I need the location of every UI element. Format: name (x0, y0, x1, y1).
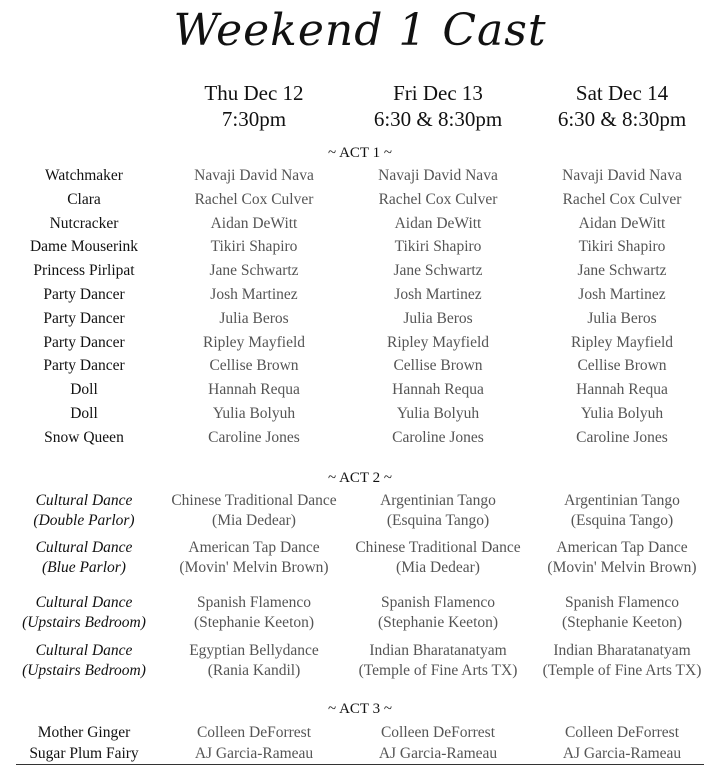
performer-fri: Cellise Brown (393, 357, 483, 374)
role-name: Party Dancer (43, 357, 125, 374)
column-time: 7:30pm (221, 107, 287, 131)
role-name: Watchmaker (45, 167, 123, 184)
dance-company: (Temple of Fine Arts TX) (358, 662, 518, 679)
act-1-heading: ~ ACT 1 ~ (328, 145, 392, 161)
performer-thu: Cellise Brown (209, 357, 299, 374)
performer-sat: Cellise Brown (577, 357, 667, 374)
role-name (4, 538, 164, 578)
dance-company: (Mia Dedear) (396, 559, 480, 576)
performer-fri: Navaji David Nava (378, 167, 498, 184)
cast-row (0, 641, 720, 685)
performer-sat (522, 491, 720, 531)
performer-thu: Jane Schwartz (209, 262, 299, 279)
performer-sat: Colleen DeForrest (564, 724, 680, 741)
cast-row (0, 356, 720, 380)
performer-fri: Julia Beros (403, 310, 473, 327)
role-name (4, 641, 164, 681)
dance-company: (Rania Kandil) (207, 662, 301, 679)
role-name: Party Dancer (43, 310, 125, 327)
dance-company: (Temple of Fine Arts TX) (542, 662, 702, 679)
performer-fri (338, 641, 538, 681)
cast-row (0, 166, 720, 190)
column-header-thu (154, 80, 354, 132)
column-day: Fri Dec 13 (393, 81, 483, 105)
performer-sat: Hannah Requa (576, 381, 668, 398)
role-name: Doll (70, 405, 98, 422)
performer-sat: Navaji David Nava (562, 167, 682, 184)
cast-row (0, 593, 720, 637)
role-title: Cultural Dance (35, 642, 133, 659)
column-day: Sat Dec 14 (575, 81, 669, 105)
dance-style: Indian Bharatanatyam (369, 642, 507, 659)
column-time: 6:30 & 8:30pm (373, 107, 503, 131)
performer-fri: Ripley Mayfield (386, 334, 490, 351)
role-name: Clara (67, 191, 101, 208)
performer-thu: Hannah Requa (208, 381, 300, 398)
performer-sat (522, 538, 720, 578)
performer-sat (522, 641, 720, 681)
role-name: Princess Pirlipat (33, 262, 135, 279)
performer-sat: Rachel Cox Culver (562, 191, 682, 208)
dance-style: Chinese Traditional Dance (171, 492, 337, 509)
act-3-heading: ~ ACT 3 ~ (328, 701, 392, 717)
dance-style: Argentinian Tango (564, 492, 680, 509)
performer-thu: Caroline Jones (208, 429, 300, 446)
performer-fri: Hannah Requa (392, 381, 484, 398)
role-name: Party Dancer (43, 334, 125, 351)
column-time: 6:30 & 8:30pm (557, 107, 687, 131)
dance-style: Spanish Flamenco (196, 594, 312, 611)
role-name (4, 491, 164, 531)
dance-company: (Movin' Melvin Brown) (179, 559, 329, 576)
performer-thu: Yulia Bolyuh (212, 405, 296, 422)
performer-thu (154, 641, 354, 681)
dance-company: (Esquina Tango) (386, 512, 490, 529)
performer-fri: Yulia Bolyuh (396, 405, 480, 422)
dance-company: (Stephanie Keeton) (561, 614, 683, 631)
dance-style: Spanish Flamenco (380, 594, 496, 611)
performer-thu: Julia Beros (219, 310, 289, 327)
role-name: Doll (70, 381, 98, 398)
dance-style: Indian Bharatanatyam (553, 642, 691, 659)
performer-fri: Caroline Jones (392, 429, 484, 446)
performer-sat: Jane Schwartz (577, 262, 667, 279)
role-name: Snow Queen (44, 429, 124, 446)
cast-row (0, 214, 720, 238)
performer-thu: Navaji David Nava (194, 167, 314, 184)
performer-fri (338, 538, 538, 578)
dance-style: Chinese Traditional Dance (355, 539, 521, 556)
performer-fri: AJ Garcia-Rameau (378, 745, 498, 762)
performer-fri: Tikiri Shapiro (394, 238, 482, 255)
cast-row (0, 538, 720, 582)
performer-thu (154, 538, 354, 578)
cast-row (0, 190, 720, 214)
role-title: Cultural Dance (35, 492, 133, 509)
performer-fri: Rachel Cox Culver (378, 191, 498, 208)
dance-style: Egyptian Bellydance (189, 642, 319, 659)
cast-row (0, 237, 720, 261)
role-location: (Upstairs Bedroom) (22, 614, 146, 631)
dance-company: (Movin' Melvin Brown) (547, 559, 697, 576)
performer-sat: Tikiri Shapiro (578, 238, 666, 255)
role-name (4, 593, 164, 633)
performer-thu: Ripley Mayfield (202, 334, 306, 351)
role-name: Sugar Plum Fairy (29, 745, 139, 762)
role-title: Cultural Dance (35, 539, 133, 556)
performer-fri: Josh Martinez (394, 286, 482, 303)
cast-row (0, 380, 720, 404)
act-2-heading: ~ ACT 2 ~ (328, 470, 392, 486)
performer-thu: Tikiri Shapiro (210, 238, 298, 255)
dance-style: American Tap Dance (188, 539, 320, 556)
dance-company: (Mia Dedear) (212, 512, 296, 529)
cast-row (0, 285, 720, 309)
performer-fri: Aidan DeWitt (394, 215, 482, 232)
performer-sat (522, 593, 720, 633)
bottom-divider (16, 764, 704, 765)
dance-style: Argentinian Tango (380, 492, 496, 509)
performer-thu: Aidan DeWitt (210, 215, 298, 232)
dance-company: (Stephanie Keeton) (377, 614, 499, 631)
performer-sat: Ripley Mayfield (570, 334, 674, 351)
dance-company: (Stephanie Keeton) (193, 614, 315, 631)
role-title: Cultural Dance (35, 594, 133, 611)
performer-thu (154, 593, 354, 633)
column-header-fri (338, 80, 538, 132)
performer-thu: Colleen DeForrest (196, 724, 312, 741)
performer-fri (338, 491, 538, 531)
performer-fri: Colleen DeForrest (380, 724, 496, 741)
performer-sat: Yulia Bolyuh (580, 405, 664, 422)
cast-row (0, 261, 720, 285)
role-name: Mother Ginger (37, 724, 131, 741)
role-name: Party Dancer (43, 286, 125, 303)
column-header-sat (522, 80, 720, 132)
cast-row (0, 491, 720, 535)
dance-style: Spanish Flamenco (564, 594, 680, 611)
column-day: Thu Dec 12 (204, 81, 304, 105)
performer-sat: Caroline Jones (576, 429, 668, 446)
role-location: (Double Parlor) (33, 512, 135, 529)
cast-row (0, 428, 720, 452)
performer-sat: Julia Beros (587, 310, 657, 327)
performer-thu: AJ Garcia-Rameau (194, 745, 314, 762)
cast-row (0, 404, 720, 428)
dance-company: (Esquina Tango) (570, 512, 674, 529)
role-name: Dame Mouserink (29, 238, 139, 255)
performer-thu: Rachel Cox Culver (194, 191, 314, 208)
cast-row (0, 309, 720, 333)
dance-style: American Tap Dance (556, 539, 688, 556)
role-location: (Blue Parlor) (42, 559, 126, 576)
performer-sat: AJ Garcia-Rameau (562, 745, 682, 762)
cast-row (0, 333, 720, 357)
performer-sat: Aidan DeWitt (578, 215, 666, 232)
performer-sat: Josh Martinez (578, 286, 666, 303)
performer-fri (338, 593, 538, 633)
role-name: Nutcracker (49, 215, 119, 232)
performer-thu: Josh Martinez (210, 286, 298, 303)
page-title: Weekend 1 Cast (173, 5, 547, 56)
cast-row (0, 744, 720, 764)
role-location: (Upstairs Bedroom) (22, 662, 146, 679)
performer-thu (154, 491, 354, 531)
performer-fri: Jane Schwartz (393, 262, 483, 279)
